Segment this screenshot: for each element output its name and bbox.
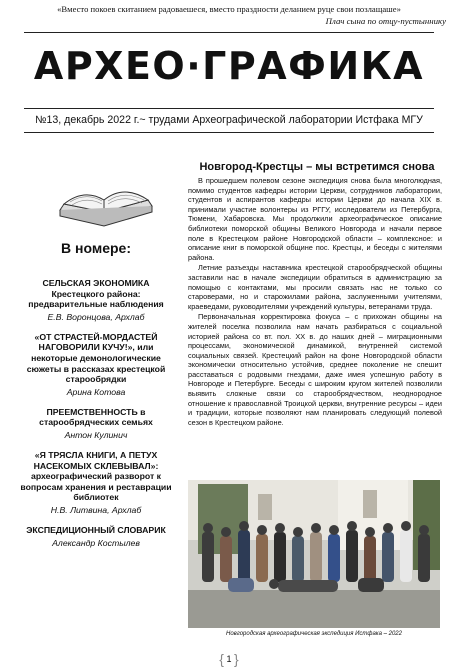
toc-item-author: Александр Костылев xyxy=(52,537,140,548)
toc-item-head: ПРЕЕМСТВЕННОСТЬ в старообрядческих семьях xyxy=(39,406,153,428)
expedition-group-photo xyxy=(188,480,440,628)
open-book-illustration xyxy=(56,170,156,230)
toc-item-head: «Я ТРЯСЛА КНИГИ, А ПЕТУХ НАСЕКОМЫХ СКЛЕВЫВАЛ»: археографический разворот к вопросам хранения и реставрации библиотек xyxy=(20,449,172,503)
toc-item-head: СЕЛЬСКАЯ ЭКОНОМИКА Крестецкого района: предварительные наблюдения xyxy=(28,278,164,310)
epigraph-source: Плач сына по отцу-пустыннику xyxy=(325,16,446,26)
page-number: 1 xyxy=(226,654,232,664)
masthead-title: АРХЕО·ГРАФИКА xyxy=(33,44,425,88)
article-paragraph: Летние разъезды наставника крестецкой старообрядческой общины заставили нас в начале экспедиции обратиться в администрацию за помощью с контактами, мы просили связать нас не только со староверами, но и старожилами района, заслуженными учителями, краеведами, руководителями учреждений культуры, ветеранами труда. xyxy=(188,263,442,311)
toc-item-head: «ОТ СТРАСТЕЙ-МОРДАСТЕЙ НАГОВОРИЛИ КУЧУ!», или некоторые демонологические сюжеты в рассказах крестецкой старообрядки xyxy=(26,331,166,385)
toc-item xyxy=(18,407,174,440)
page-footer xyxy=(0,651,458,667)
toc-title: В номере: xyxy=(61,240,131,256)
photo-caption: Новгородская археографическая экспедиция Истфака – 2022 xyxy=(226,631,402,637)
toc-item-author: Н.В. Литвина, Архлаб xyxy=(50,504,142,515)
article-paragraph: В прошедшем полевом сезоне экспедиция снова была многолюдная, помимо студентов кафедры истории Церкви, сотрудников лаборатории, студентов и аспирантов кафедры истории Церкви до начала XIX в. принимали участие волонтеры из РГГУ, исследователи из Петербурга, Тюмени, Хабаровска. Мы продолжили археографическое описание библиотеки поморской общины Великого Новгорода и начали первое поле в Крестецком районе Новгородской области – комплексное: и описание книг в поморской общине пос. Крестцы, и беседы с жителями района. xyxy=(188,176,442,262)
footer-bracket-right-icon: } xyxy=(234,651,239,667)
epigraph: «Вместо покоев скитанием радоваешеся, вместо праздности деланием руце свои позлащаше» xyxy=(57,4,401,14)
toc-item xyxy=(18,278,174,322)
article-paragraph: Первоначальная корректировка фокуса – с прихожан общины на жителей поселка позволила нам начать разбираться с социальной историей района со вт. пол. XX в. до наших дней – миграционными процессами, экономической динамикой, внутренней системой социальных связей. Крестецкий район на фоне Новгородской области экономически относительно устойчив, среднее поколение не спешит расставаться с родовыми гнездами, даже имея успешную работу в Новгороде и Петербурге. Беседы с широким кругом жителей позволили выявить сложные связи со старообрядчеством, неоднородное отношение к православной Троицкой церкви, внутренние ресурсы – идеи и традиции, которые позволяют нам планировать следующий полевой сезон в Крестецком районе. xyxy=(188,312,442,427)
issue-rule-top xyxy=(24,108,434,109)
toc-item-author: Арина Котова xyxy=(66,386,126,397)
article-title: Новгород-Крестцы – мы встретимся снова xyxy=(199,161,435,173)
toc-item-author: Антон Кулинич xyxy=(64,429,128,440)
issue-line: №13, декабрь 2022 г.~ трудами Археографической лаборатории Истфака МГУ xyxy=(35,114,423,126)
top-rule xyxy=(24,32,434,33)
toc-item xyxy=(18,450,174,515)
footer-bracket-left-icon: { xyxy=(219,651,224,667)
toc-sidebar xyxy=(18,240,174,558)
toc-item xyxy=(18,525,174,548)
issue-rule-bottom xyxy=(24,132,434,133)
article-body xyxy=(188,176,442,428)
toc-item-head: ЭКСПЕДИЦИОННЫЙ СЛОВАРИК xyxy=(26,524,166,535)
toc-item-author: Е.В. Воронцова, Архлаб xyxy=(47,311,145,322)
toc-item xyxy=(18,332,174,397)
